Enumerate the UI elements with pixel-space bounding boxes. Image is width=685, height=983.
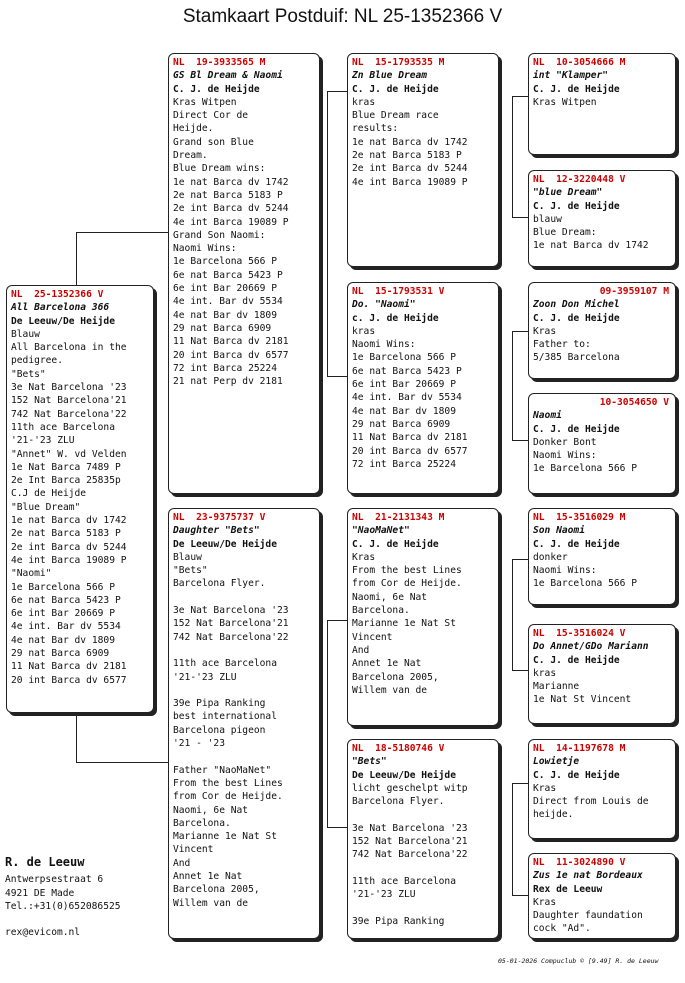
great-grandparent-card [528,739,676,839]
note-line: 11th ace Barcelona [173,658,277,670]
note-line: 5/385 Barcelona [533,352,620,364]
note-line: 2e nat Barca 5183 P [173,189,283,201]
connector-line [512,895,528,896]
note-line: blauw [533,213,562,225]
note-line: "Bets" [11,368,46,380]
note-line: Willem van de [352,684,428,696]
pigeon-name: All Barcelona 366 [11,302,110,314]
note-line: 2e int Barca dv 5244 [352,163,468,175]
ring-number: NL 23-9375737 V [173,512,266,523]
note-line: kras [533,667,557,679]
note-line: Kras [533,325,557,337]
note-line: Barcelona. [173,817,231,829]
note-line: from Cor de Heijde. [173,791,283,803]
note-line: Barcelona. [352,605,410,617]
breeder-name: C. J. de Heijde [533,423,620,435]
breeder-name: De Leeuw/De Heijde [11,315,115,327]
note-line: 3e Nat Barcelona '23 [11,382,127,394]
pigeon-name: GS Bl Dream & Naomi [173,70,283,82]
subject-card [6,285,154,713]
note-line: Kras [352,551,376,563]
pigeon-name: Zus 1e nat Bordeaux [533,870,643,882]
note-line: 4e int Barca 19089 P [11,554,127,566]
note-line: '21-'23 ZLU [352,889,416,901]
breeder-name: C. J. de Heijde [533,83,620,95]
note-line: Marianne 1e Nat St [173,831,277,843]
note-line: heijde. [533,809,574,821]
note-line: best international [173,711,277,723]
note-line: Naomi Wins: [533,450,597,462]
connector-line [512,559,528,560]
note-line: Direct Cor de [173,110,249,122]
note-line: 6e int Bar 20669 P [173,283,277,295]
note-line: From the best Lines [352,565,462,577]
pigeon-color: Blauw [11,328,40,340]
note-line: 4e nat Bar dv 1809 [173,309,277,321]
owner-phone: Tel.:+31(0)652086525 [5,900,121,912]
note-line: Barcelona 2005, [173,884,260,896]
great-grandparent-card [528,53,676,155]
ring-number: 10-3054650 V [599,397,669,408]
note-line: Heijde. [173,123,214,135]
note-line: 1e Nat Barca 7489 P [11,461,121,473]
connector-line [512,670,528,671]
breeder-name: c. J. de Heijde [352,312,439,324]
note-line: Barcelona Flyer. [352,796,445,808]
note-line: pedigree. [11,355,63,367]
note-line: Father to: [533,339,591,351]
note-line: 29 nat Barca 6909 [11,648,110,660]
note-line: 29 nat Barca 6909 [173,322,272,334]
owner-city: 4921 DE Made [5,887,75,899]
note-line: Donker Bont [533,436,597,448]
note-line: 1e nat Barca dv 1742 [173,176,289,188]
note-line: 1e Barcelona 566 P [352,352,456,364]
note-line: Barcelona Flyer. [173,578,266,590]
note-line: "Annet" W. vd Velden [11,448,127,460]
note-line: 6e int Bar 20669 P [352,379,456,391]
connector-line [76,232,168,233]
note-line: 742 Nat Barcelona'22 [173,631,289,643]
note-line: 1e nat Barca dv 1742 [352,136,468,148]
ring-number: NL 11-3024890 V [533,857,626,868]
note-line: Annet 1e Nat [352,658,422,670]
note-line: 4e int. Bar dv 5534 [352,392,462,404]
note-line: 11 Nat Barca dv 2181 [352,432,468,444]
ring-number: NL 18-5180746 V [352,743,445,754]
maternal-grandfather-card [347,508,499,726]
note-line: 2e int Barca dv 5244 [173,203,289,215]
note-line: Father "NaoMaNet" [173,764,272,776]
note-line: 39e Pipa Ranking [352,915,445,927]
note-line: Willem van de [173,897,249,909]
note-line: Annet 1e Nat [173,871,243,883]
note-line: Barcelona 2005, [352,671,439,683]
note-line: 72 int Barca 25224 [352,458,456,470]
note-line: 3e Nat Barcelona '23 [173,605,289,617]
note-line: 20 int Barca dv 6577 [352,445,468,457]
note-line: 11 Nat Barca dv 2181 [11,661,127,673]
note-line: Direct from Louis de [533,796,649,808]
owner-email: rex@evicom.nl [5,927,81,939]
connector-line [512,783,513,896]
connector-line [512,217,528,218]
breeder-name: C. J. de Heijde [533,538,620,550]
breeder-name: C. J. de Heijde [533,769,620,781]
connector-line [76,762,168,763]
note-line: 4e int. Bar dv 5534 [173,296,283,308]
great-grandparent-card [528,853,676,939]
connector-line [512,440,528,441]
pigeon-name: "Bets" [352,756,387,768]
note-line: Naomi, 6e Nat [352,591,428,603]
note-line: 1e Barcelona 566 P [11,581,115,593]
paternal-grandfather-card [347,53,499,267]
pigeon-name: Zoon Don Michel [533,299,620,311]
paternal-grandmother-card [347,282,499,494]
note-line: kras [352,325,376,337]
note-line: Kras Witpen [173,96,237,108]
ring-number: NL 15-3516024 V [533,628,626,639]
note-line: From the best Lines [173,777,283,789]
connector-line [327,620,347,621]
pigeon-name: "blue Dream" [533,187,603,199]
note-line: Vincent [173,844,214,856]
note-line: kras [352,96,376,108]
note-line: Grand Son Naomi: [173,229,266,241]
note-line: '21-'23 ZLU [173,671,237,683]
note-line: Grand son Blue [173,136,254,148]
breeder-name: De Leeuw/De Heijde [352,769,456,781]
note-line: '21-'23 ZLU [11,435,75,447]
connector-line [327,827,347,828]
note-line: Blauw [173,551,202,563]
breeder-name: C. J. de Heijde [352,538,439,550]
father-card [168,53,320,494]
note-line: 20 int Barca dv 6577 [173,349,289,361]
connector-line [512,96,528,97]
note-line: 152 Nat Barcelona'21 [11,395,127,407]
note-line: Vincent [352,631,393,643]
note-line: "Naomi" [11,568,52,580]
note-line: 20 int Barca dv 6577 [11,674,127,686]
note-line: Naomi, 6e Nat [173,804,249,816]
note-line: Kras [533,896,557,908]
note-line: 6e int Bar 20669 P [11,608,115,620]
connector-line [327,620,328,828]
ring-number: NL 12-3220448 V [533,174,626,185]
owner-name: R. de Leeuw [5,855,85,869]
note-line: 2e nat Barca 5183 P [11,528,121,540]
note-line: 152 Nat Barcelona'21 [173,618,289,630]
note-line: Marianne [533,681,580,693]
note-line: 4e nat Bar dv 1809 [352,405,456,417]
note-line: 6e nat Barca 5423 P [173,269,283,281]
note-line: 1e nat Barca dv 1742 [533,240,649,252]
connector-line [512,783,528,784]
note-line: Blue Dream race [352,110,439,122]
page-title: Stamkaart Postduif: NL 25-1352366 V [182,6,503,27]
blank-line [352,902,494,915]
breeder-name: C. J. de Heijde [533,200,620,212]
blank-line [173,591,315,604]
pigeon-name: "NaoMaNet" [352,525,410,537]
mother-card [168,508,320,939]
note-line: 1e Barcelona 566 P [533,463,637,475]
great-grandparent-card [528,624,676,724]
note-line: 72 int Barca 25224 [173,362,277,374]
note-line: 29 nat Barca 6909 [352,418,451,430]
note-line: 2e Int Barca 25835p [11,475,121,487]
owner-block [5,856,121,939]
note-line: And [352,644,370,656]
great-grandparent-card [528,393,676,494]
connector-line [512,331,513,441]
note-line: Naomi Wins: [352,339,416,351]
pigeon-name: Daughter "Bets" [173,525,260,537]
pigeon-name: int "Klamper" [533,70,609,82]
great-grandparent-card [528,170,676,267]
note-line: 4e int Barca 19089 P [173,216,289,228]
connector-line [512,559,513,671]
ring-number: NL 14-1197678 M [533,743,626,754]
ring-number: NL 21-2131343 M [352,512,445,523]
connector-line [327,376,347,377]
breeder-name: C. J. de Heijde [173,83,260,95]
breeder-name: C. J. de Heijde [352,83,439,95]
connector-line [76,713,77,763]
note-line: 4e int. Bar dv 5534 [11,621,121,633]
note-line: 2e nat Barca 5183 P [352,150,462,162]
breeder-name: C. J. de Heijde [533,654,620,666]
blank-line [173,750,315,763]
pigeon-name: Naomi [533,410,562,422]
note-line: 742 Nat Barcelona'22 [352,849,468,861]
note-line: And [173,857,191,869]
pigeon-name: Zn Blue Dream [352,70,428,82]
note-line: Blue Dream wins: [173,163,266,175]
ring-number: NL 10-3054666 M [533,57,626,68]
ring-number: 09-3959107 M [599,286,669,297]
note-line: Daughter faundation [533,910,643,922]
connector-line [327,91,347,92]
connector-line [512,331,528,332]
note-line: Kras [533,782,557,794]
note-line: 6e nat Barca 5423 P [352,365,462,377]
note-line: 4e int Barca 19089 P [352,176,468,188]
great-grandparent-card [528,508,676,605]
note-line: 21 nat Perp dv 2181 [173,376,283,388]
pigeon-name: Lowietje [533,756,580,768]
note-line: 152 Nat Barcelona'21 [352,836,468,848]
note-line: 4e nat Bar dv 1809 [11,634,115,646]
note-line: Blue Dream: [533,227,597,239]
note-line: 39e Pipa Ranking [173,698,266,710]
connector-line [76,232,77,285]
note-line: cock "Ad". [533,923,591,935]
note-line: 11th ace Barcelona [11,421,115,433]
note-line: 1e Nat St Vincent [533,694,632,706]
ring-number: NL 15-3516029 M [533,512,626,523]
note-line: donker [533,551,568,563]
ring-number: NL 15-1793535 M [352,57,445,68]
connector-line [512,96,513,218]
maternal-grandmother-card [347,739,499,939]
blank-line [352,862,494,875]
note-line: "Bets" [173,565,208,577]
note-line: 1e Barcelona 566 P [533,578,637,590]
pigeon-name: Son Naomi [533,525,585,537]
note-line: All Barcelona in the [11,342,127,354]
ring-number: NL 19-3933565 M [173,57,266,68]
pigeon-name: Do Annet/GDo Mariann [533,641,649,653]
note-line: C.J de Heijde [11,488,87,500]
note-line: Barcelona pigeon [173,724,266,736]
note-line: licht geschelpt witp [352,782,468,794]
note-line: 742 Nat Barcelona'22 [11,408,127,420]
note-line: results: [352,123,399,135]
note-line: Kras Witpen [533,96,597,108]
ring-number: NL 15-1793531 V [352,286,445,297]
breeder-name: Rex de Leeuw [533,883,603,895]
note-line: '21 - '23 [173,738,225,750]
owner-address: Antwerpsestraat 6 [5,874,104,886]
blank-line [173,684,315,697]
note-line: 11 Nat Barca dv 2181 [173,336,289,348]
ring-number: NL 25-1352366 V [11,289,104,300]
connector-line [327,91,328,377]
note-line: Marianne 1e Nat St [352,618,456,630]
note-line: 2e int Barca dv 5244 [11,541,127,553]
note-line: Dream. [173,150,208,162]
blank-line [173,644,315,657]
pigeon-name: Do. "Naomi" [352,299,416,311]
footer-credits: 05-01-2026 Compuclub © [9.49] R. de Leeuw [498,957,659,965]
note-line: Naomi Wins: [533,565,597,577]
note-line: 11th ace Barcelona [352,875,456,887]
note-line: 3e Nat Barcelona '23 [352,822,468,834]
note-line: Naomi Wins: [173,243,237,255]
note-line: 1e nat Barca dv 1742 [11,515,127,527]
note-line: 6e nat Barca 5423 P [11,594,121,606]
great-grandparent-card [528,282,676,379]
note-line: from Cor de Heijde. [352,578,462,590]
breeder-name: C. J. de Heijde [533,312,620,324]
note-line: "Blue Dream" [11,501,81,513]
note-line: 1e Barcelona 566 P [173,256,277,268]
breeder-name: De Leeuw/De Heijde [173,538,277,550]
blank-line [352,808,494,821]
